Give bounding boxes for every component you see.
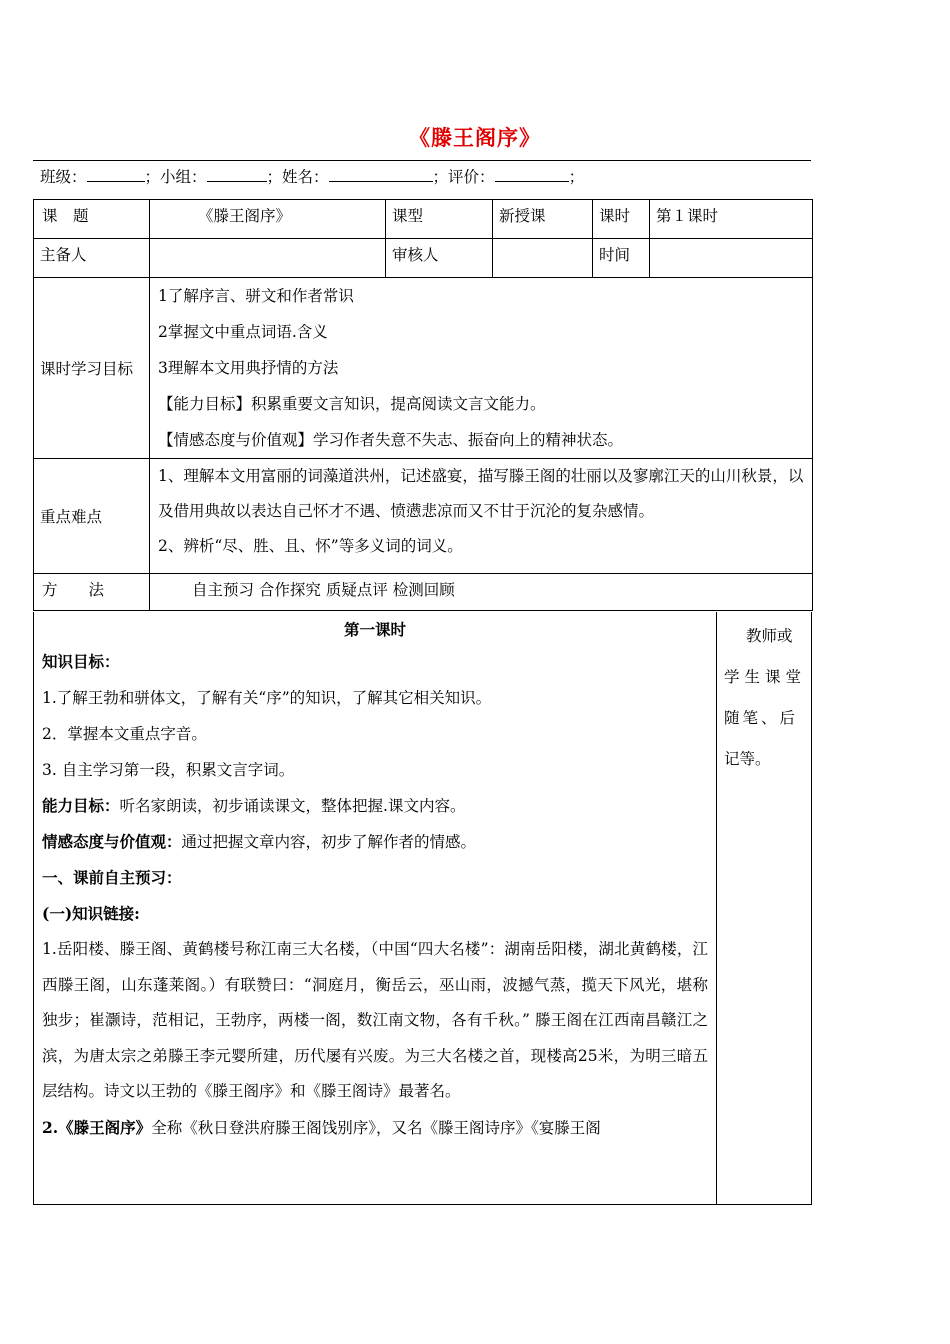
eval-blank [495, 165, 569, 182]
name-blank [329, 165, 433, 182]
info-end: ； [568, 168, 585, 186]
preparer-label: 主备人 [34, 239, 150, 278]
time-label: 时间 [593, 239, 650, 278]
key-points-cell [150, 459, 813, 574]
goal-item: 3理解本文用典抒情的方法 [158, 359, 339, 377]
topic-label: 课 题 [34, 200, 150, 239]
lesson-main-column [34, 612, 717, 1204]
method-label: 方 法 [34, 574, 150, 611]
ability-label: 能力目标： [42, 796, 120, 815]
paragraph-2-text: 全称《秋日登洪府滕王阁饯别序》，又名《滕王阁诗序》《宴滕王阁 [151, 1118, 601, 1137]
group-label: ；小组： [144, 168, 207, 186]
student-info-line [40, 165, 584, 187]
class-label: 班级： [40, 168, 87, 186]
side-note-column [724, 616, 806, 780]
knowledge-item: 2．掌握本文重点字音。 [42, 725, 207, 743]
reviewer-value [493, 239, 593, 278]
side-note-line: 学生课堂 [724, 668, 807, 686]
name-label: ；姓名： [266, 168, 329, 186]
type-value: 新授课 [493, 200, 593, 239]
knowledge-item: 1.了解王勃和骈体文，了解有关“序”的知识，了解其它相关知识。 [42, 689, 492, 707]
topic-value: 《滕王阁序》 [150, 200, 386, 239]
goals-label: 课时学习目标 [34, 278, 150, 459]
paragraph-2-label: 2.《滕王阁序》 [42, 1117, 152, 1137]
page-title: 《滕王阁序》 [409, 125, 541, 150]
type-label: 课型 [386, 200, 493, 239]
class-blank [87, 165, 145, 182]
period-value: 第１课时 [650, 200, 813, 239]
side-note-line: 随笔、后 [724, 709, 799, 727]
lesson-body [33, 612, 812, 1205]
section-heading: 一、课前自主预习： [42, 868, 182, 887]
preparer-value [150, 239, 386, 278]
goals-cell [150, 278, 813, 459]
method-value: 自主预习 合作探究 质疑点评 检测回顾 [150, 574, 813, 611]
period-label: 课时 [593, 200, 650, 239]
ability-text: 听名家朗读，初步诵读课文，整体把握.课文内容。 [119, 797, 466, 815]
emotion-text: 通过把握文章内容，初步了解作者的情感。 [181, 833, 477, 851]
knowledge-link-paragraph: 1.岳阳楼、滕王阁、黄鹤楼号称江南三大名楼，（中国“四大名楼”：湖南岳阳楼，湖北黄鹤楼，江西滕王阁，山东蓬莱阁。）有联赞曰：“洞庭月，衡岳云，巫山雨，波撼气蒸，揽天下风光，堪称独步；崔灏诗，范相记，王勃序，两楼一阁，数江南文物，各有千秋。” 滕王阁在江西南昌赣江之滨，为唐太宗之弟滕王李元婴所建，历代屡有兴废。为三大名楼之首，现楼高25米，为明三暗五层结构。诗文以王勃的《滕王阁序》和《滕王阁诗》最著名。 [42, 940, 708, 1100]
lesson-meta-table [33, 199, 813, 611]
reviewer-label: 审核人 [386, 239, 493, 278]
side-note-line: 记等。 [724, 750, 771, 768]
key-point-item: 2、辨析“尽、胜、且、怀”等多义词的词义。 [158, 537, 463, 555]
goal-item: 【情感态度与价值观】学习作者失意不失志、振奋向上的精神状态。 [158, 431, 624, 449]
subsection-heading: (一)知识链接: [42, 904, 140, 923]
knowledge-item: 3. 自主学习第一段，积累文言字词。 [42, 761, 295, 779]
key-point-item: 1、理解本文用富丽的词藻道洪州，记述盛宴，描写滕王阁的壮丽以及寥廓江天的山川秋景，以及借用典故以表达自己怀才不遇、愤懑悲凉而又不甘于沉沦的复杂感情。 [158, 467, 804, 520]
eval-label: ；评价： [432, 168, 495, 186]
goal-item: 【能力目标】积累重要文言知识，提高阅读文言文能力。 [158, 395, 546, 413]
key-points-label: 重点难点 [34, 459, 150, 574]
emotion-label: 情感态度与价值观： [42, 832, 182, 851]
group-blank [207, 165, 267, 182]
title-rule [33, 160, 811, 161]
time-value [650, 239, 813, 278]
goal-item: 2掌握文中重点词语.含义 [158, 323, 328, 341]
lesson-heading: 第一课时 [343, 620, 406, 639]
goal-item: 1了解序言、骈文和作者常识 [158, 287, 354, 305]
knowledge-title: 知识目标： [42, 652, 120, 671]
side-note-line: 教师或 [746, 627, 793, 645]
